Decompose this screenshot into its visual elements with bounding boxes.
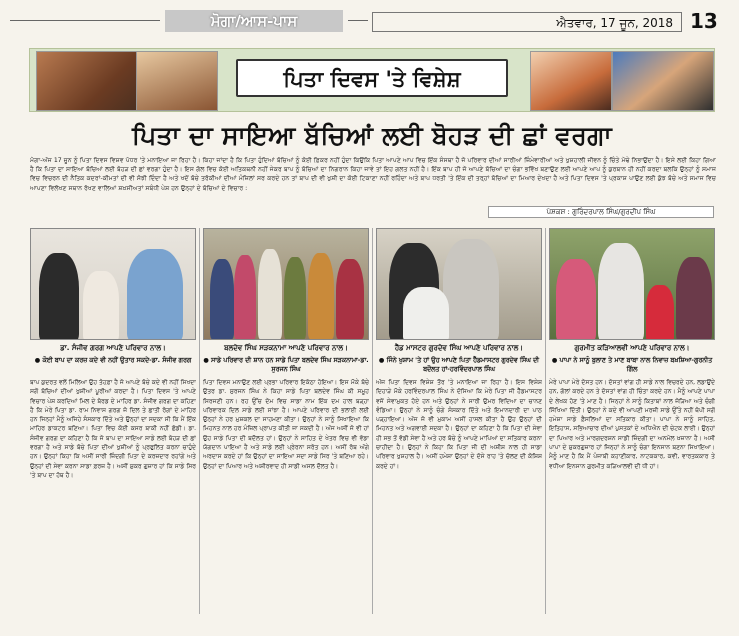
photo-caption: ਹੈੱਡ ਮਾਸਟਰ ਗੁਰਦੇਵ ਸਿੰਘ ਆਪਣੇ ਪਰਿਵਾਰ ਨਾਲ। (394, 344, 524, 352)
story-column-4 (549, 228, 715, 636)
intro-paragraph: ਮੋਗਾ-ਅੱਜ 17 ਜੂਨ ਨੂੰ ਪਿਤਾ ਦਿਵਸ ਵਿਸ਼ਵ ਪੱਧਰ 'ਤੇ ਮਨਾਇਆ ਜਾ ਰਿਹਾ ਹੈ। ਕਿਹਾ ਜਾਂਦਾ ਹੈ ਕਿ ਪਿਤਾ ਹੁੰਦਿਆਂ ਬੱਚਿਆਂ ਨੂੰ ਕੋਈ ਫ਼ਿਕਰ ਨਹੀਂ ਹੁੰਦਾ ਕਿਉਂਕਿ ਪਿਤਾ ਆਪਣੇ ਆਪ ਵਿਚ ਇੱਕ ਸੰਸਥਾ ਹੈ ਜੋ ਪਰਿਵਾਰ ਦੀਆਂ ਸਾਰੀਆਂ ਜ਼ਿੰਮੇਵਾਰੀਆਂ ਅਤੇ ਖੁਸ਼ਹਾਲੀ ਜੀਵਨ ਨੂੰ ਚਿੰਤੇ ਮੋਢੇ ਨਿਭਾਉਂਦਾ ਹੈ। ਇਸੇ ਲਈ ਕਿਹਾ ਗਿਆ ਹੈ ਕਿ ਪਿਤਾ ਦਾ ਸਾਇਆ ਬੱਚਿਆਂ ਲਈ ਬੋਹੜ ਦੀ ਛਾਂ ਵਰਗਾ ਹੁੰਦਾ ਹੈ। ਇਸ ਗੱਲ ਵਿਚ ਕੋਈ ਅਤਿਕਥਨੀ ਨਹੀਂ ਜੇਕਰ ਬਾਪ ਨੂੰ ਬੱਚਿਆਂ ਦਾ ਨਿਗਰਾਨ ਕਿਹਾ ਜਾਵੇ ਤਾਂ ਇਹ ਗਲਤ ਨਹੀਂ ਹੈ। ਇੱਕ ਬਾਪ ਹੀ ਜੋ ਆਪਣੇ ਬੱਚਿਆਂ ਦਾ ਚੰਗਾ ਭਵਿੱਖ ਬਣਾਉਣ ਲਈ ਆਪਣੇ ਆਪ ਨੂੰ ਕੁਰਬਾਨ ਹੀ ਨਹੀਂ ਕਰਦਾ ਬਲਕਿ ਉਨ੍ਹਾਂ ਨੂੰ ਸਮਾਜ ਵਿਚ ਵਿਚਰਨ ਦੀ ਨੈਤਿਕ ਕਦਰਾਂ-ਕੀਮਤਾਂ ਦੀ ਵੀ ਸੋਝੀ ਦਿੰਦਾ ਹੈ ਅਤੇ ਖਦੋਂ ਬੱਚੇ ਤਰੱਕੀਆਂ ਦੀਆਂ ਮੰਜ਼ਿਲਾਂ ਸਰ ਕਰਦੇ ਹਨ ਤਾਂ ਬਾਪ ਦੀ ਵੀ ਖੁਸ਼ੀ ਦਾ ਕੋਈ ਟਿਕਾਣਾ ਨਹੀਂ ਰਹਿੰਦਾ ਅਤੇ ਬਾਪ ਧਰਤੀ 'ਤੇ ਇੱਕ ਦੀ ਤਰ੍ਹਾਂ ਬੱਚਿਆਂ ਦਾ ਮਿਆਰ ਦੇਖਦਾ ਹੈ ਅਤੇ ਪਿਤਾ ਦਿਵਸ 'ਤੇ ਪ੍ਰਕਾਸ਼ ਪਾਉਣ ਲਈ ਕੁੱਝ ਬੱਚੇ ਅਤੇ ਸਮਾਜ ਵਿਚ ਆਪਣਾ ਵਿਲੱਖਣ ਸਥਾਨ ਰੱਖਣ ਵਾਲਿਆਂ ਸ਼ਖ਼ਸੀਅਤਾਂ ਸਬੰਧੀ ਪੇਸ਼ ਹਨ ਉਨ੍ਹਾਂ ਦੇ ਬੱਚਿਆਂ ਦੇ ਵਿਚਾਰ : (30, 157, 716, 192)
section-name: ਮੋਗਾ/ਆਸ-ਪਾਸ (165, 10, 343, 32)
pull-quote: ● ਕੋਈ ਬਾਪ ਦਾ ਕਰਜ਼ ਕਦੇ ਵੀ ਨਹੀਂ ਉਤਾਰ ਸਕਦੇ-ਡਾ. ਸੰਜੀਵ ਗਰਗ (34, 357, 192, 364)
pull-quote: ● ਜਿੰਨੇ ਖੁਸ਼ਾਮ 'ਤੇ ਹਾਂ ਉਹ ਆਪਣੇ ਪਿਤਾ ਹੈੱਡਮਾਸਟਰ ਗੁਰਦੇਵ ਸਿੰਘ ਦੀ ਬਦੌਲਤ ਹਾਂ-ਹਰਵਿੰਦਰਪਾਲ ਸਿੰਘ (378, 357, 540, 373)
pull-quote: ● ਸਾਡੇ ਪਰਿਵਾਰ ਦੀ ਸ਼ਾਨ ਹਨ ਸਾਡੇ ਪਿਤਾ ਬਲਦੇਵ ਸਿੰਘ ਸੜਕਨਾਮਾ-ਡਾ. ਸੁਰਜਨ ਸਿੰਘ (203, 357, 369, 373)
banner-illustration (530, 51, 612, 111)
article-body: ਮੇਰੇ ਪਾਪਾ ਮੇਰੇ ਦੋਸਤ ਹਨ। ਦੋਸਤਾਂ ਵਾਂਗ ਹੀ ਸਾਡੇ ਨਾਲ ਵਿਚਰਦੇ ਹਨ, ਲਡਾਉਂਦੇ ਹਨ, ਗੱਲਾਂ ਕਰਦੇ ਹਨ ਤੇ ਦੋਸਤਾਂ ਵਾਂਗ ਹੀ ਚਿੰਤਾ ਕਰਦੇ ਹਨ। ਮੈਨੂੰ ਆਪਣੇ ਪਾਪਾ ਦੇ ਲੇਖਕ ਹੋਣ 'ਤੇ ਮਾਣ ਹੈ। ਜਿਨ੍ਹਾਂ ਨੇ ਸਾਨੂੰ ਕਿਤਾਬਾਂ ਨਾਲ ਜੋੜਿਆ ਅਤੇ ਚੰਗੀ ਸਿੱਖਿਆ ਦਿੱਤੀ। ਉਨ੍ਹਾਂ ਨੇ ਕਦੇ ਵੀ ਆਪਣੀ ਮਰਜ਼ੀ ਸਾਡੇ ਉੱਤੇ ਨਹੀਂ ਥੋਪੀ ਸਗੋਂ ਹਮੇਸ਼ਾ ਸਾਡੇ ਫ਼ੈਸਲਿਆਂ ਦਾ ਸਤਿਕਾਰ ਕੀਤਾ। ਪਾਪਾ ਨੇ ਸਾਨੂੰ ਸਾਹਿਤ, ਇਤਿਹਾਸ, ਸਭਿਆਚਾਰ ਦੀਆਂ ਪੁਸਤਕਾਂ ਦੇ ਅਧਿਐਨ ਦੀ ਚੇਟਕ ਲਾਈ। ਉਨ੍ਹਾਂ ਦਾ ਪਿਆਰ ਅਤੇ ਮਾਰਗਦਰਸ਼ਨ ਸਾਡੀ ਜ਼ਿੰਦਗੀ ਦਾ ਅਨਮੋਲ ਖ਼ਜ਼ਾਨਾ ਹੈ। ਅਸੀਂ ਪਾਪਾ ਦੇ ਸ਼ੁਕਰਗੁਜ਼ਾਰ ਹਾਂ ਜਿਨ੍ਹਾਂ ਨੇ ਸਾਨੂੰ ਚੰਗਾ ਇਨਸਾਨ ਬਣਨਾ ਸਿਖਾਇਆ। ਮੈਨੂੰ ਮਾਣ ਹੈ ਕਿ ਮੈਂ ਪੰਜਾਬੀ ਕਹਾਣੀਕਾਰ, ਨਾਟਕਕਾਰ, ਕਵੀ, ਵਾਰਤਕਕਾਰ ਤੇ ਵਧੀਆ ਇਨਸਾਨ ਗੁਰਮੀਤ ਕੜਿਆਲਵੀ ਦੀ ਧੀ ਹਾਂ। (549, 379, 715, 470)
column-divider (199, 228, 200, 614)
family-photo (376, 228, 542, 340)
article-body: ਅੱਜ ਪਿਤਾ ਦਿਵਸ ਵਿਸ਼ੇਸ਼ ਤੌਰ 'ਤੇ ਮਨਾਇਆ ਜਾ ਰਿਹਾ ਹੈ। ਇਸ ਵਿਸ਼ੇਸ਼ ਦਿਹਾੜੇ ਮੌਕੇ ਹਰਵਿੰਦਰਪਾਲ ਸਿੰਘ ਨੇ ਦੱਸਿਆ ਕਿ ਮੇਰੇ ਪਿਤਾ ਜੀ ਹੈੱਡਮਾਸਟਰ ਵਜੋਂ ਸੇਵਾਮੁਕਤ ਹੋਏ ਹਨ ਅਤੇ ਉਨ੍ਹਾਂ ਨੇ ਸਾਰੀ ਉਮਰ ਵਿਦਿਆ ਦਾ ਚਾਨਣ ਵੰਡਿਆ। ਉਨ੍ਹਾਂ ਨੇ ਸਾਨੂੰ ਚੰਗੇ ਸੰਸਕਾਰ ਦਿੱਤੇ ਅਤੇ ਇਮਾਨਦਾਰੀ ਦਾ ਪਾਠ ਪੜ੍ਹਾਇਆ। ਅੱਜ ਜੋ ਵੀ ਮੁਕਾਮ ਅਸੀਂ ਹਾਸਲ ਕੀਤਾ ਹੈ ਉਹ ਉਨ੍ਹਾਂ ਦੀ ਮਿਹਨਤ ਅਤੇ ਅਗਵਾਈ ਸਦਕਾ ਹੈ। ਉਨ੍ਹਾਂ ਦਾ ਕਹਿਣਾ ਹੈ ਕਿ ਪਿਤਾ ਦੀ ਸੇਵਾ ਹੀ ਸਭ ਤੋਂ ਵੱਡੀ ਸੇਵਾ ਹੈ ਅਤੇ ਹਰ ਬੱਚੇ ਨੂੰ ਆਪਣੇ ਮਾਪਿਆਂ ਦਾ ਸਤਿਕਾਰ ਕਰਨਾ ਚਾਹੀਦਾ ਹੈ। ਉਨ੍ਹਾਂ ਨੇ ਕਿਹਾ ਕਿ ਪਿਤਾ ਜੀ ਦੀ ਅਸ਼ੀਸ਼ ਨਾਲ ਹੀ ਸਾਡਾ ਪਰਿਵਾਰ ਖੁਸ਼ਹਾਲ ਹੈ। ਅਸੀਂ ਹਮੇਸ਼ਾ ਉਨ੍ਹਾਂ ਦੇ ਦੱਸੇ ਰਾਹ 'ਤੇ ਚੱਲਣ ਦੀ ਕੋਸ਼ਿਸ਼ ਕਰਦੇ ਹਾਂ। (376, 379, 542, 470)
page-header (0, 4, 739, 36)
byline: ਪੇਸ਼ਕਸ਼ : ਗੁਰਿੰਦਰਪਾਲ ਸਿੰਘ/ਗੁਰਦੀਪ ਸਿੰਘ (488, 206, 714, 218)
article-body: ਬਾਪ ਕੁਦਰਤ ਵਲੋਂ ਮਿਲਿਆ ਉਹ ਤੋਹਫ਼ਾ ਹੈ ਜੋ ਆਪਣੇ ਬੱਚੇ ਕਦੇ ਵੀ ਨਹੀਂ ਸਿਖਦਾ ਸਗੋਂ ਬੱਚਿਆਂ ਦੀਆਂ ਖੁਸ਼ੀਆਂ ਪੂਰੀਆਂ ਕਰਦਾ ਹੈ। ਪਿਤਾ ਦਿਵਸ 'ਤੇ ਆਪਣੇ ਵਿਚਾਰ ਪੇਸ਼ ਕਰਦਿਆਂ ਮਿਲ ਦੇ ਬੋਰਡ ਦੇ ਮਾਹਿਰ ਡਾ. ਸੰਜੀਵ ਗਰਗ ਦਾ ਕਹਿਣਾ ਹੈ ਕਿ ਮੇਰੇ ਪਿਤਾ ਡਾ. ਰਾਮ ਨਿਵਾਸ ਗਰਗ ਜੋ ਦਿਲ ਤੇ ਛਾਤੀ ਰੋਗਾਂ ਦੇ ਮਾਹਿਰ ਹਨ ਜਿਨ੍ਹਾਂ ਮੈਨੂੰ ਅਜਿਹੇ ਸੰਸਕਾਰ ਦਿੱਤੇ ਅਤੇ ਉਨ੍ਹਾਂ ਦਾ ਸਦਕਾ ਸੀ ਕਿ ਮੈਂ ਇੱਕ ਮਾਹਿਰ ਡਾਕਟਰ ਬਣਿਆ। ਪਿਤਾ ਵਿਚ ਕੋਈ ਕਸਰ ਬਾਕੀ ਨਹੀਂ ਛੱਡੀ। ਡਾ. ਸੰਜੀਵ ਗਰਗ ਦਾ ਕਹਿਣਾ ਹੈ ਕਿ ਜੋ ਬਾਪ ਦਾ ਸਾਇਆ ਸਾਡੇ ਲਈ ਬੋਹੜ ਦੀ ਛਾਂ ਵਰਗਾ ਹੈ ਅਤੇ ਸਾਡੇ ਬੱਚੇ ਪਿਤਾ ਦੀਆਂ ਖੁਸ਼ੀਆਂ ਨੂੰ ਪ੍ਰਫੁਲਿਤ ਕਰਨਾ ਚਾਹੁੰਦੇ ਹਨ। ਉਨ੍ਹਾਂ ਕਿਹਾ ਕਿ ਅਸੀਂ ਸਾਰੀ ਜ਼ਿੰਦਗੀ ਪਿਤਾ ਦੇ ਕਰਜ਼ਦਾਰ ਰਹਾਂਗੇ ਅਤੇ ਉਨ੍ਹਾਂ ਦੀ ਸੇਵਾ ਕਰਨਾ ਸਾਡਾ ਫ਼ਰਜ਼ ਹੈ। ਅਸੀਂ ਸ਼ੁਕਰ ਗੁਜ਼ਾਰ ਹਾਂ ਕਿ ਸਾਡੇ ਸਿਰ 'ਤੇ ਬਾਪ ਦਾ ਹੱਥ ਹੈ। (30, 379, 196, 479)
pull-quote: ● ਪਾਪਾ ਨੇ ਸਾਨੂੰ ਬੁਲਾਣ ਤੇ ਮਾਣ ਬਾਬਾ ਨਾਲ ਨਿਵਾਜ਼ ਬਖ਼ਸ਼ਿਆ-ਗੁਰਨੀਤ ਗਿੱਲ (551, 357, 713, 373)
photo-caption: ਬਲਦੇਵ ਸਿੰਘ ਸੜਕਨਾਮਾ ਆਪਣੇ ਪਰਿਵਾਰ ਨਾਲ। (224, 344, 348, 352)
story-column-3 (376, 228, 542, 636)
issue-date: ਐਤਵਾਰ, 17 ਜੂਨ, 2018 (372, 12, 682, 32)
banner-title: ਪਿਤਾ ਦਿਵਸ 'ਤੇ ਵਿਸ਼ੇਸ਼ (236, 59, 508, 97)
photo-caption: ਡਾ. ਸੰਜੀਵ ਗਰਗ ਆਪਣੇ ਪਰਿਵਾਰ ਨਾਲ। (60, 344, 166, 352)
family-photo (549, 228, 715, 340)
banner-photo-right (612, 51, 714, 111)
feature-banner (29, 48, 715, 112)
page-number: 13 (690, 9, 718, 33)
header-rule (348, 20, 368, 21)
column-divider (372, 228, 373, 614)
headline: ਪਿਤਾ ਦਾ ਸਾਇਆ ਬੱਚਿਆਂ ਲਈ ਬੋਹੜ ਦੀ ਛਾਂ ਵਰਗਾ (132, 121, 612, 150)
banner-photo-left-inset (136, 51, 218, 111)
family-photo (203, 228, 369, 340)
header-rule (10, 20, 160, 21)
column-divider (545, 228, 546, 614)
story-column-1 (30, 228, 196, 636)
article-body: ਪਿਤਾ ਦਿਵਸ ਮਨਾਉਣ ਲਈ ਪ੍ਰਭਾ ਪਰਿਵਾਰ ਇਕੱਠਾ ਹੋਇਆ। ਇਸ ਮੌਕੇ ਬੱਚੇ ਉਤਰ ਡਾ. ਸੁਰਜਨ ਸਿੰਘ ਨੇ ਕਿਹਾ ਸਾਡੇ ਪਿਤਾ ਬਲਦੇਵ ਸਿੰਘ ਕੀ ਸਮੂਹ ਸਿਰਜਣੀ ਹਨ। ਰਹ ਉੱਚ ਦੋਮ ਵਿਚ ਸਾਡਾ ਨਾਮ ਇੱਕ ਦਮ ਹਾਲ ਬੜ੍ਹਾ ਪਰਿਵਾਰਕ ਦਿਲ ਸਾਡੇ ਲਈ ਸਾਂਝਾ ਹੈ। ਆਪਣੇ ਪਰਿਵਾਰ ਦੀ ਭਲਾਈ ਲਈ ਉਨ੍ਹਾਂ ਨੇ ਹਰ ਮੁਸ਼ਕਲ ਦਾ ਸਾਹਮਣਾ ਕੀਤਾ। ਉਨ੍ਹਾਂ ਨੇ ਸਾਨੂੰ ਸਿਖਾਇਆ ਕਿ ਮਿਹਨਤ ਨਾਲ ਹਰ ਮੰਜ਼ਿਲ ਪ੍ਰਾਪਤ ਕੀਤੀ ਜਾ ਸਕਦੀ ਹੈ। ਅੱਜ ਅਸੀਂ ਜੋ ਵੀ ਹਾਂ ਉਹ ਸਾਡੇ ਪਿਤਾ ਦੀ ਬਦੌਲਤ ਹਾਂ। ਉਨ੍ਹਾਂ ਨੇ ਸਾਹਿਤ ਦੇ ਖੇਤਰ ਵਿਚ ਵੀ ਵੱਡਾ ਯੋਗਦਾਨ ਪਾਇਆ ਹੈ ਅਤੇ ਸਾਡੇ ਲਈ ਪ੍ਰੇਰਨਾ ਸਰੋਤ ਹਨ। ਅਸੀਂ ਰੱਬ ਅੱਗੇ ਅਰਦਾਸ ਕਰਦੇ ਹਾਂ ਕਿ ਉਨ੍ਹਾਂ ਦਾ ਸਾਇਆ ਸਦਾ ਸਾਡੇ ਸਿਰ 'ਤੇ ਬਣਿਆ ਰਹੇ। ਉਨ੍ਹਾਂ ਦਾ ਪਿਆਰ ਅਤੇ ਅਸ਼ੀਰਵਾਦ ਹੀ ਸਾਡੀ ਅਸਲ ਦੌਲਤ ਹੈ। (203, 379, 369, 470)
photo-caption: ਗੁਰਮੀਤ ਕੜਿਆਲਵੀ ਆਪਣੇ ਪਰਿਵਾਰ ਨਾਲ। (574, 344, 690, 352)
story-column-2 (203, 228, 369, 636)
family-photo (30, 228, 196, 340)
